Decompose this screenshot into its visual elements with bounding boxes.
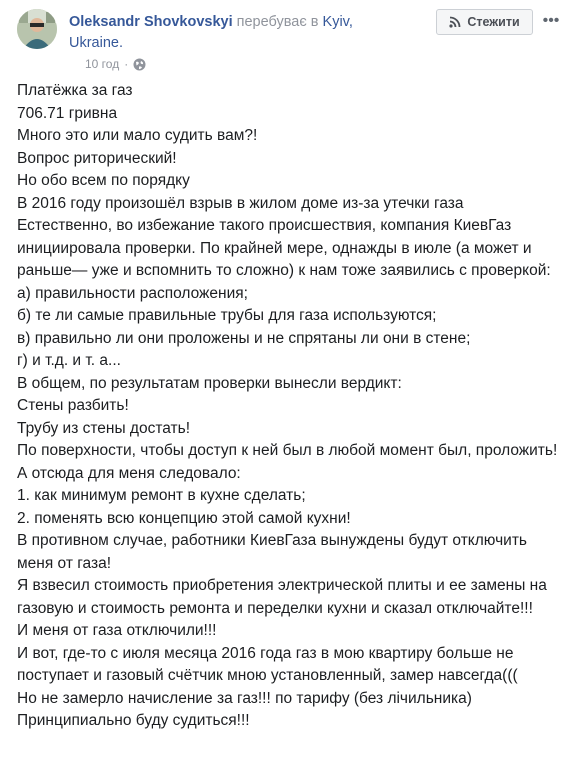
post-body bbox=[17, 80, 562, 733]
post-line: В общем, по результатам проверки вынесли вердикт: bbox=[17, 374, 402, 392]
globe-icon[interactable] bbox=[133, 58, 146, 71]
post-line: Платёжка за газ bbox=[17, 82, 133, 99]
post-line: Но обо всем по порядку bbox=[17, 172, 190, 189]
post-meta bbox=[85, 57, 146, 71]
post-line: А отсюда для меня следовало: bbox=[17, 464, 241, 482]
post-line: В 2016 году произошёл взрыв в жилом доме из-за утечки газа bbox=[17, 194, 464, 212]
post-line: Принципиально буду судиться!!! bbox=[17, 712, 250, 729]
post-line: В противном случае, работники КиевГаза вынуждены будут отключить меня от газа! bbox=[17, 532, 527, 572]
post-line: Вопрос риторический! bbox=[17, 149, 177, 167]
follow-button[interactable] bbox=[436, 9, 533, 35]
post-line: г) и т.д. и т. а... bbox=[17, 352, 121, 369]
follow-label: Стежити bbox=[467, 15, 520, 29]
author-action: перебуває в bbox=[236, 14, 319, 30]
post-line: 2. поменять всю концепцию этой самой кухни! bbox=[17, 509, 351, 527]
author-name-link[interactable]: Oleksandr Shovkovskyi bbox=[69, 14, 233, 30]
rss-icon bbox=[449, 16, 461, 28]
avatar-photo bbox=[17, 9, 57, 49]
author-line bbox=[69, 12, 409, 54]
post-line: Я взвесил стоимость приобретения электрической плиты и ее замены на газовую и стоимость ремонта и переделки кухни и сказал отключайте!!! bbox=[17, 577, 547, 617]
post-line: И меня от газа отключили!!! bbox=[17, 622, 217, 639]
post-line: По поверхности, чтобы доступ к ней был в любой момент был, проложить! bbox=[17, 442, 558, 459]
author-avatar[interactable] bbox=[17, 9, 57, 49]
post-line: 706.71 гривна bbox=[17, 104, 118, 122]
post-line: а) правильности расположения; bbox=[17, 284, 248, 302]
post-line: Стены разбить! bbox=[17, 397, 129, 414]
post-line: б) те ли самые правильные трубы для газа используются; bbox=[17, 307, 437, 324]
post-line: Естественно, во избежание такого происшествия, компания КиевГаз инициировала проверки. По крайней мере, однажды в июле (а может и раньше— уже и вспомнить то сложно) к нам тоже заявились с проверкой: bbox=[17, 217, 551, 279]
more-options-icon[interactable] bbox=[540, 10, 562, 32]
post-line: Много это или мало судить вам?! bbox=[17, 127, 258, 144]
post-line: в) правильно ли они проложены и не спрятаны ли они в стене; bbox=[17, 329, 471, 347]
post-line: Трубу из стены достать! bbox=[17, 419, 191, 437]
post-timestamp[interactable]: 10 год bbox=[85, 57, 120, 71]
more-options-label: ••• bbox=[542, 12, 560, 29]
location-link[interactable]: Kyiv, Ukraine. bbox=[69, 14, 353, 51]
post-line: И вот, где-то с июля месяца 2016 года газ в мою квартиру больше не поступает и газовый счётчик мною установленный, замер навсегда((( bbox=[17, 644, 518, 684]
post-line: Но не замерло начисление за газ!!! по тарифу (без лічильника) bbox=[17, 689, 472, 707]
meta-separator: · bbox=[124, 57, 129, 71]
post-line: 1. как минимум ремонт в кухне сделать; bbox=[17, 487, 306, 504]
